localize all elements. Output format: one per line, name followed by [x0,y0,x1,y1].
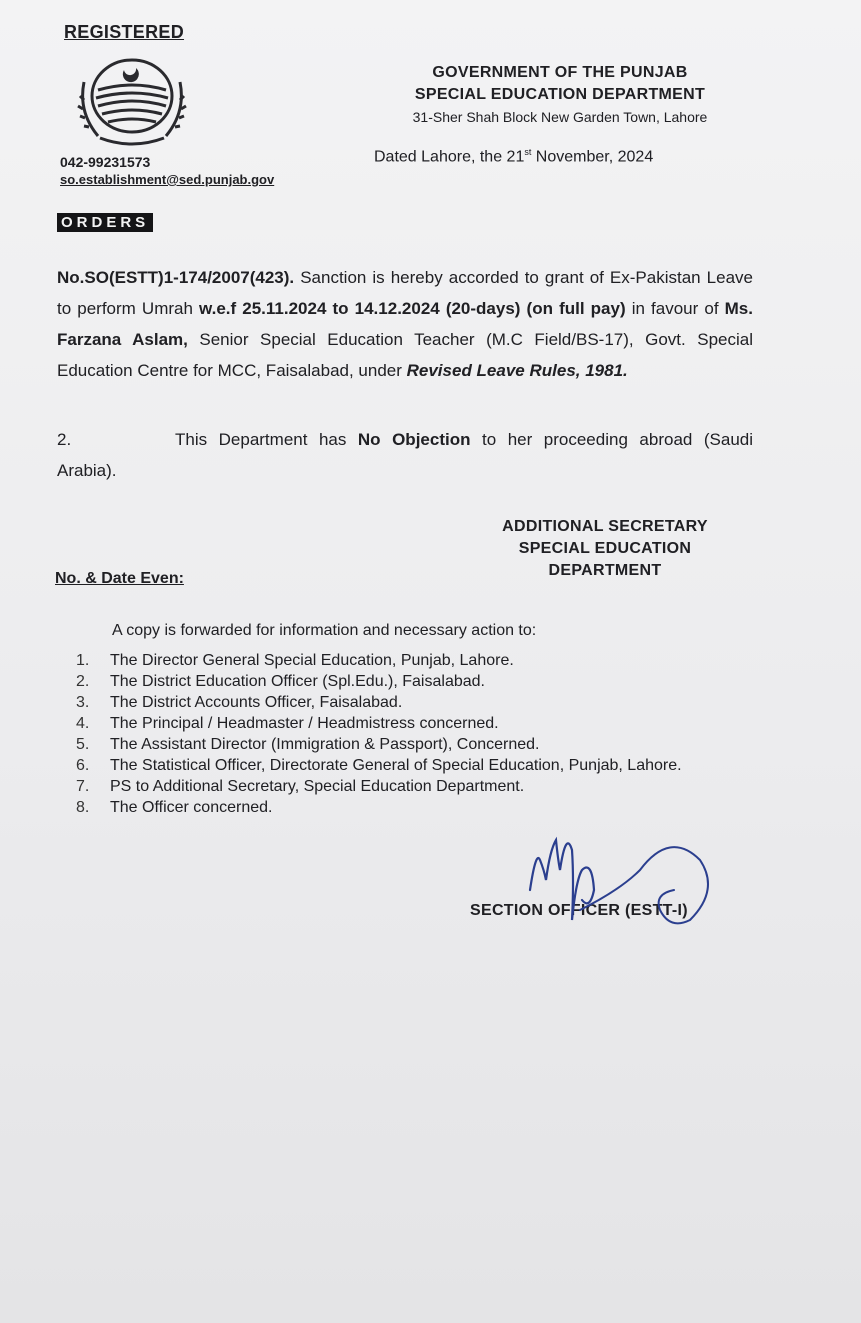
list-text: The District Education Officer (Spl.Edu.), Faisalabad. [110,673,485,690]
list-item [76,776,766,797]
list-text: The Principal / Headmaster / Headmistress concerned. [110,715,499,732]
p1-text-1: Sanction is hereby accorded to grant of Ex-Pakistan Leave to perform Umrah [57,268,753,318]
order-paragraph-1 [57,262,753,386]
list-item [76,755,766,776]
phone-number: 042-99231573 [60,154,151,170]
letterhead [360,62,760,128]
list-number: 3. [76,694,90,711]
copy-intro: A copy is forwarded for information and necessary action to: [112,622,537,639]
org-line-2: SPECIAL EDUCATION DEPARTMENT [414,86,706,103]
orders-heading: ORDERS [57,213,153,232]
list-text: PS to Additional Secretary, Special Education Department. [110,778,525,795]
dated-ordinal: st [524,147,532,157]
dated-prefix: Dated Lahore, the 21 [374,148,525,166]
dated-suffix: November, 2024 [531,148,654,166]
list-number: 7. [76,778,90,795]
list-text: The Director General Special Education, Punjab, Lahore. [110,652,514,669]
email-address: so.establishment@sed.punjab.gov [60,172,275,187]
list-number: 4. [76,715,90,732]
list-number: 1. [76,652,90,669]
list-text: The Officer concerned. [110,799,273,816]
no-objection: No Objection [357,430,471,449]
order-reference: No.SO(ESTT)1-174/2007(423). [57,268,295,287]
signatory-section-officer: SECTION OFFICER (ESTT-I) [470,902,688,919]
leave-period: w.e.f 25.11.2024 to 14.12.2024 (20-days) (on full pay) [199,299,626,318]
list-item [76,692,766,713]
p2-text-2: to her proceeding abroad (Saudi Arabia). [57,430,754,480]
employee-name: Ms. Farzana Aslam, [57,299,753,349]
order-paragraph-2 [57,424,753,486]
registered-label: REGISTERED [64,22,185,42]
paragraph-number: 2. [57,430,72,449]
list-item [76,734,766,755]
dated-line [374,147,653,166]
list-item [76,650,766,671]
p2-text-1: This Department has [175,430,358,449]
list-text: The District Accounts Officer, Faisalabad. [110,694,403,711]
signatory-additional-secretary [470,516,740,582]
punjab-govt-emblem-icon [70,52,194,152]
p1-text-2: in favour of [625,299,725,318]
list-item [76,671,766,692]
copy-distribution-list [76,650,766,818]
list-item [76,713,766,734]
leave-rules: Revised Leave Rules, 1981. [406,361,628,380]
list-text: The Assistant Director (Immigration & Passport), Concerned. [110,736,540,753]
signature-scrawl [520,810,720,940]
signatory-line-2: SPECIAL EDUCATION [518,540,692,557]
list-text: The Statistical Officer, Directorate General of Special Education, Punjab, Lahore. [110,757,682,774]
org-line-1: GOVERNMENT OF THE PUNJAB [432,64,688,81]
signatory-line-1: ADDITIONAL SECRETARY [502,518,708,535]
list-number: 5. [76,736,90,753]
list-number: 6. [76,757,90,774]
p1-text-3: Senior Special Education Teacher (M.C Field/BS-17), Govt. Special Education Centre for MCC, Faisalabad, under [57,330,753,380]
list-number: 2. [76,673,90,690]
org-address: 31-Sher Shah Block New Garden Town, Lahore [412,109,708,125]
signatory-line-3: DEPARTMENT [548,562,662,579]
list-number: 8. [76,799,90,816]
no-date-even: No. & Date Even: [55,570,184,587]
